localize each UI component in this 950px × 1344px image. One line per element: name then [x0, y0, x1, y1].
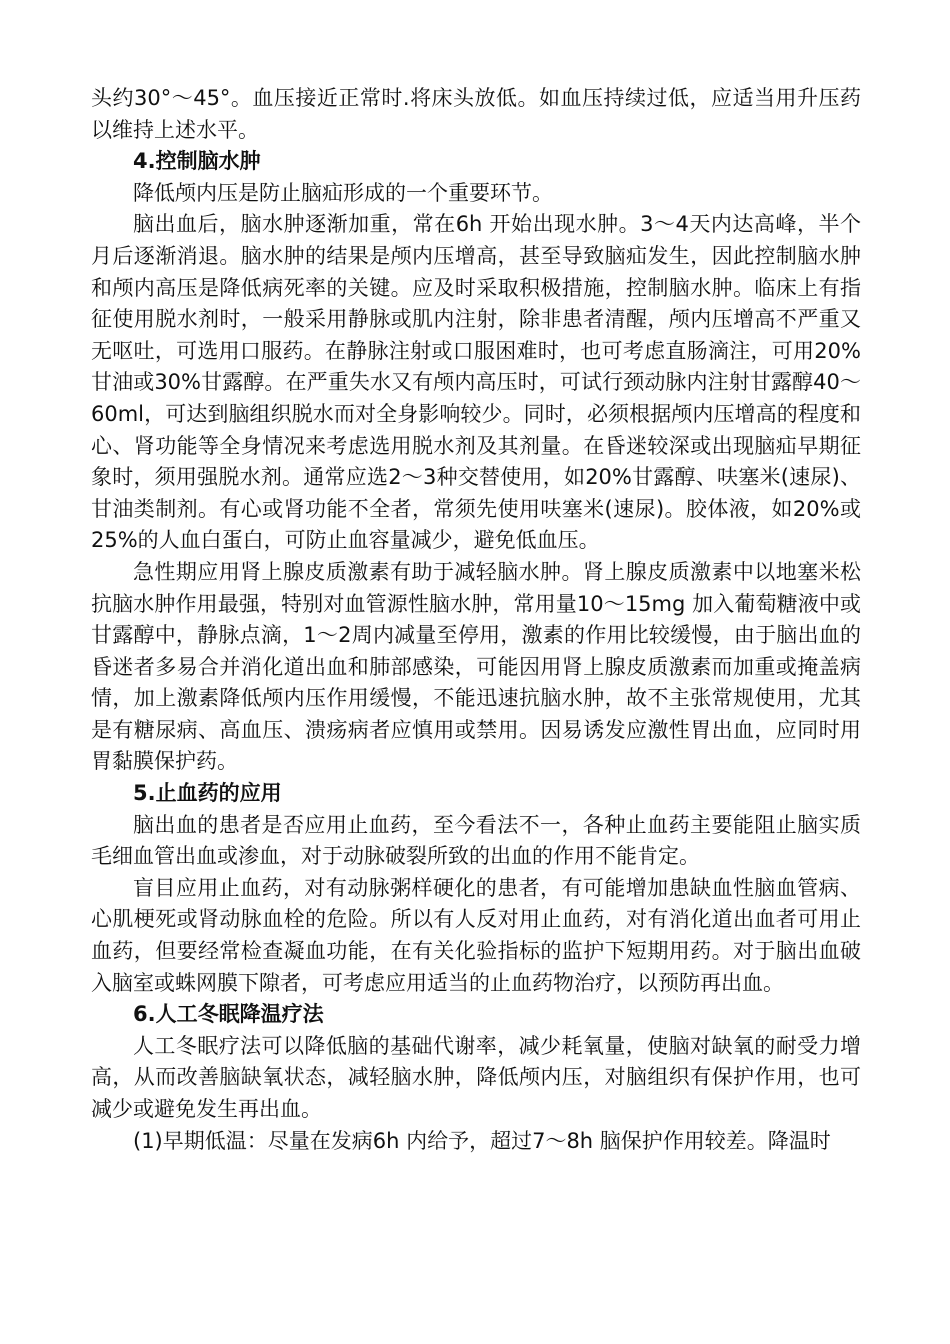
paragraph-hypothermia-benefits: 人工冬眠疗法可以降低脑的基础代谢率，减少耗氧量，使脑对缺氧的耐受力增高，从而改善脑缺氧状态，减轻脑水肿，降低颅内压，对脑组织有保护作用，也可减少或避免发生再出血。 [91, 1033, 861, 1121]
paragraph-intracranial-pressure: 降低颅内压是防止脑疝形成的一个重要环节。 [133, 180, 553, 205]
paragraph-early-hypothermia: (1)早期低温：尽量在发病6h 内给予，超过7～8h 脑保护作用较差。降温时 [133, 1128, 831, 1153]
paragraph-dehydration-agents: 脑出血后，脑水肿逐渐加重，常在6h 开始出现水肿。3～4天内达高峰，半个月后逐渐消退。脑水肿的结果是颅内压增高，甚至导致脑疝发生，因此控制脑水肿和颅内高压是降低病死率的关键。应及时采取积极措施，控制脑水肿。临床上有指征使用脱水剂时，一般采用静脉或肌内注射，除非患者清醒，颅内压增高不严重又无呕吐，可选用口服药。在静脉注射或口服困难时，也可考虑直肠滴注，可用20%甘油或30%甘露醇。在严重失水又有颅内高压时，可试行颈动脉内注射甘露醇40～60ml，可达到脑组织脱水而对全身影响较少。同时，必须根据颅内压增高的程度和心、肾功能等全身情况来考虑选用脱水剂及其剂量。在昏迷较深或出现脑疝早期征象时，须用强脱水剂。通常应选2～3种交替使用，如20%甘露醇、呋塞米(速尿)、甘油类制剂。有心或肾功能不全者，常须先使用呋塞米(速尿)。胶体液，如20%或25%的人血白蛋白，可防止血容量减少，避免低血压。 [91, 212, 861, 553]
document-page [91, 83, 861, 1157]
paragraph-corticosteroids: 急性期应用肾上腺皮质激素有助于减轻脑水肿。肾上腺皮质激素中以地塞米松抗脑水肿作用最强，特别对血管源性脑水肿，常用量10～15mg 加入葡萄糖液中或甘露醇中，静脉点滴，1～2周内减量至停用，激素的作用比较缓慢，由于脑出血的昏迷者多易合并消化道出血和肺部感染，可能因用肾上腺皮质激素而加重或掩盖病情，加上激素降低颅内压作用缓慢，不能迅速抗脑水肿，故不主张常规使用，尤其是有糖尿病、高血压、溃疡病者应慎用或禁用。因易诱发应激性胃出血，应同时用胃黏膜保护药。 [91, 559, 861, 774]
paragraph-hemostatic-risks: 盲目应用止血药，对有动脉粥样硬化的患者，有可能增加患缺血性脑血管病、心肌梗死或肾动脉血栓的危险。所以有人反对用止血药，对有消化道出血者可用止血药，但要经常检查凝血功能，在有关化验指标的监护下短期用药。对于脑出血破入脑室或蛛网膜下隙者，可考虑应用适当的止血药物治疗，以预防再出血。 [91, 875, 861, 995]
section-heading-hypothermia: 6.人工冬眠降温疗法 [133, 1002, 324, 1027]
section-heading-hemostatics: 5.止血药的应用 [133, 781, 282, 806]
paragraph-hemostatic-controversy: 脑出血的患者是否应用止血药，至今看法不一，各种止血药主要能阻止脑实质毛细血管出血或渗血，对于动脉破裂所致的出血的作用不能肯定。 [91, 812, 861, 869]
paragraph-blood-pressure-continued: 头约30°～45°。血压接近正常时.将床头放低。如血压持续过低，应适当用升压药以维持上述水平。 [91, 86, 861, 142]
section-heading-cerebral-edema: 4.控制脑水肿 [133, 149, 261, 174]
